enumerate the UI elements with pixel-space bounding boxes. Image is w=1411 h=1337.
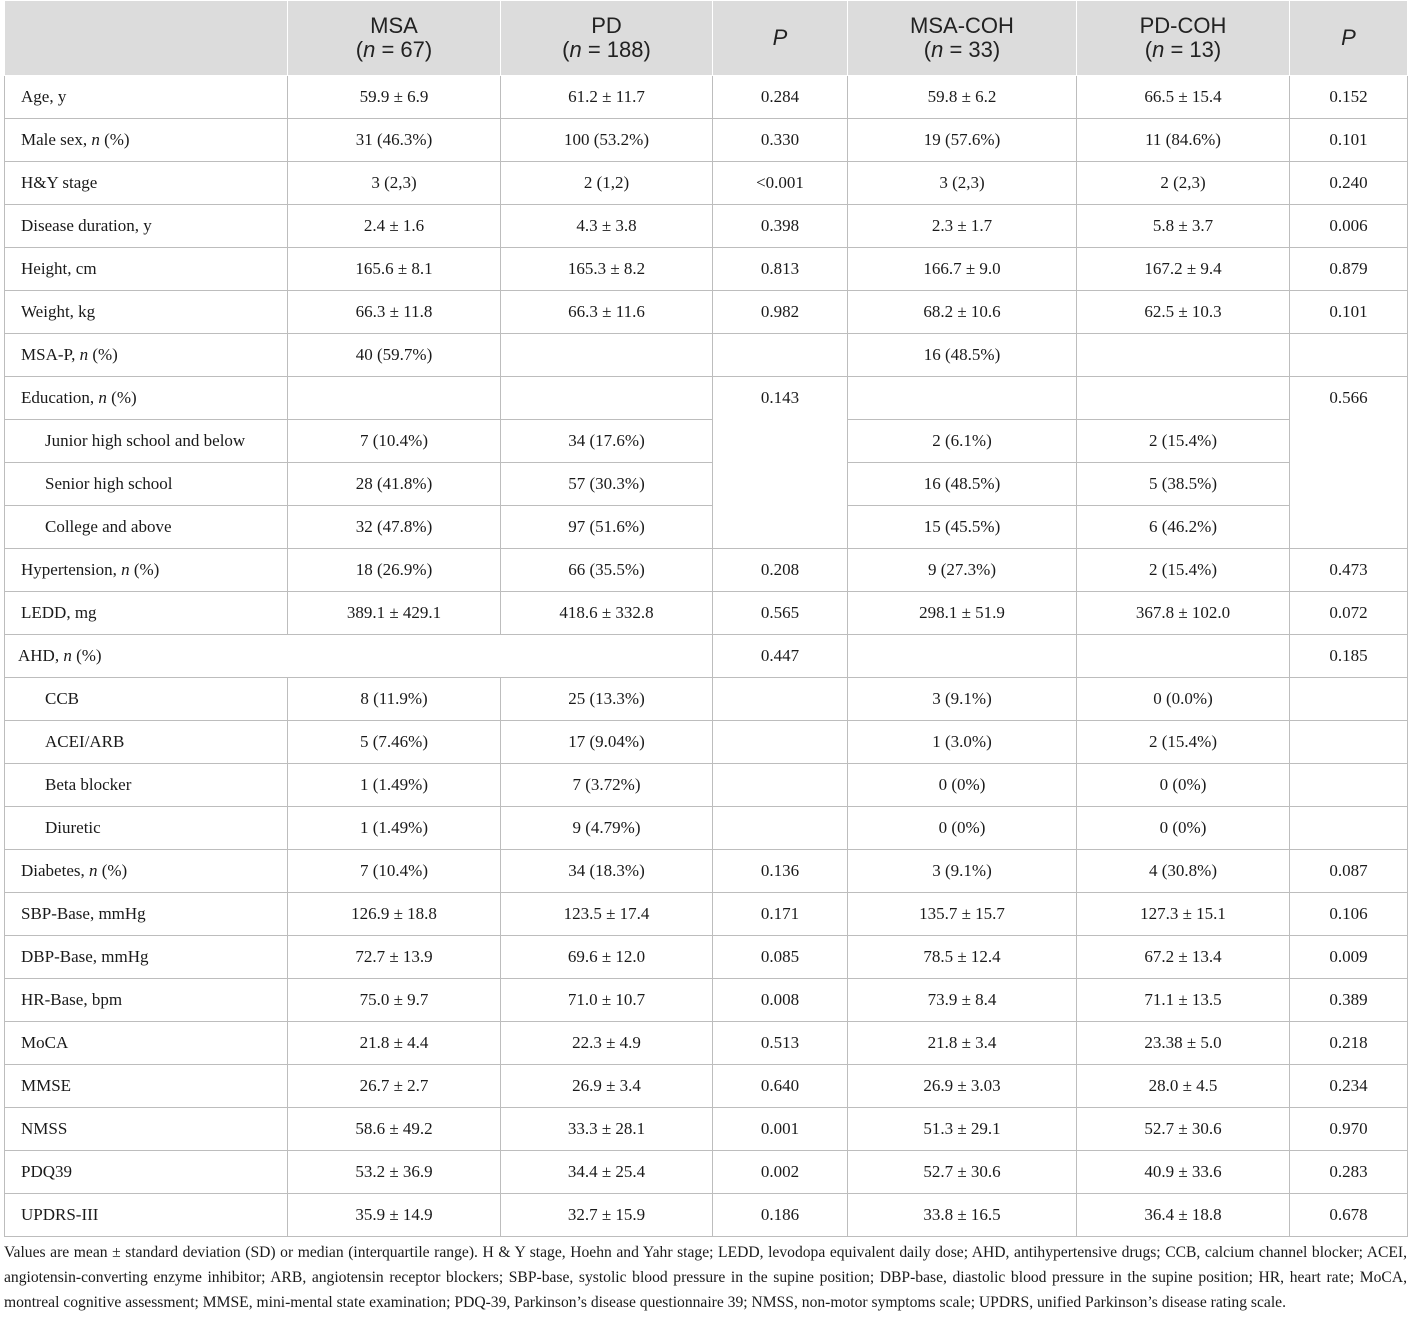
cell-p2: 0.006 — [1290, 205, 1408, 248]
cell-pdcoh: 40.9 ± 33.6 — [1077, 1151, 1290, 1194]
table-row — [5, 291, 1408, 334]
table-row — [5, 205, 1408, 248]
cell-pd: 61.2 ± 11.7 — [501, 76, 713, 119]
cell-msa: 35.9 ± 14.9 — [288, 1194, 501, 1237]
cell-pd: 2 (1,2) — [501, 162, 713, 205]
row-label: CCB — [5, 678, 288, 721]
cell-p2: 0.240 — [1290, 162, 1408, 205]
table-row — [5, 1151, 1408, 1194]
cell-p1: 0.284 — [713, 76, 848, 119]
cell-msa: 40 (59.7%) — [288, 334, 501, 377]
cell-pdcoh: 5 (38.5%) — [1077, 463, 1290, 506]
cell-pdcoh: 5.8 ± 3.7 — [1077, 205, 1290, 248]
cell-p1: 0.565 — [713, 592, 848, 635]
cell-p1: 0.001 — [713, 1108, 848, 1151]
cell-msa: 21.8 ± 4.4 — [288, 1022, 501, 1065]
cell-msa: 8 (11.9%) — [288, 678, 501, 721]
cell-p2: 0.234 — [1290, 1065, 1408, 1108]
cell-pd: 57 (30.3%) — [501, 463, 713, 506]
row-label: MSA-P, n (%) — [5, 334, 288, 377]
cell-msacoh: 73.9 ± 8.4 — [848, 979, 1077, 1022]
cell-msacoh — [848, 635, 1077, 678]
header-msacoh-count: (n = 33) — [923, 37, 1001, 62]
cell-pdcoh: 52.7 ± 30.6 — [1077, 1108, 1290, 1151]
cell-msacoh: 21.8 ± 3.4 — [848, 1022, 1077, 1065]
cell-p1: 0.085 — [713, 936, 848, 979]
cell-p1: 0.136 — [713, 850, 848, 893]
cell-p1: 0.143 — [713, 377, 848, 549]
cell-msa: 1 (1.49%) — [288, 764, 501, 807]
cell-msacoh: 0 (0%) — [848, 764, 1077, 807]
cell-p2: 0.185 — [1290, 635, 1408, 678]
cell-msa: 5 (7.46%) — [288, 721, 501, 764]
cell-msa: 2.4 ± 1.6 — [288, 205, 501, 248]
cell-pd: 418.6 ± 332.8 — [501, 592, 713, 635]
row-label: ACEI/ARB — [5, 721, 288, 764]
table-row — [5, 76, 1408, 119]
demographics-table — [4, 0, 1408, 1237]
cell-p2: 0.473 — [1290, 549, 1408, 592]
cell-p2: 0.283 — [1290, 1151, 1408, 1194]
cell-msa: 58.6 ± 49.2 — [288, 1108, 501, 1151]
cell-pdcoh: 23.38 ± 5.0 — [1077, 1022, 1290, 1065]
cell-msa: 165.6 ± 8.1 — [288, 248, 501, 291]
cell-p1: 0.186 — [713, 1194, 848, 1237]
cell-pd: 32.7 ± 15.9 — [501, 1194, 713, 1237]
row-label: Junior high school and below — [5, 420, 288, 463]
row-label: DBP-Base, mmHg — [5, 936, 288, 979]
cell-pd: 34 (17.6%) — [501, 420, 713, 463]
cell-pdcoh: 0 (0.0%) — [1077, 678, 1290, 721]
table-row — [5, 1065, 1408, 1108]
row-label: LEDD, mg — [5, 592, 288, 635]
header-p2: P — [1290, 1, 1408, 76]
table-row — [5, 1194, 1408, 1237]
cell-msa: 59.9 ± 6.9 — [288, 76, 501, 119]
cell-p2: 0.389 — [1290, 979, 1408, 1022]
table-row — [5, 420, 1408, 463]
cell-pd: 4.3 ± 3.8 — [501, 205, 713, 248]
row-label: UPDRS-III — [5, 1194, 288, 1237]
table-row — [5, 162, 1408, 205]
header-pdcoh-count: (n = 13) — [1144, 37, 1222, 62]
cell-msacoh — [848, 377, 1077, 420]
row-label: AHD, n (%) — [5, 635, 713, 678]
header-pd-label: PD — [591, 13, 622, 38]
cell-pd: 7 (3.72%) — [501, 764, 713, 807]
row-label: HR-Base, bpm — [5, 979, 288, 1022]
cell-msacoh: 78.5 ± 12.4 — [848, 936, 1077, 979]
cell-p2 — [1290, 721, 1408, 764]
table-row — [5, 334, 1408, 377]
header-p1: P — [713, 1, 848, 76]
cell-p2: 0.072 — [1290, 592, 1408, 635]
cell-pd: 17 (9.04%) — [501, 721, 713, 764]
cell-msacoh: 26.9 ± 3.03 — [848, 1065, 1077, 1108]
cell-pd — [501, 377, 713, 420]
row-label: PDQ39 — [5, 1151, 288, 1194]
cell-pdcoh: 71.1 ± 13.5 — [1077, 979, 1290, 1022]
cell-p1: 0.398 — [713, 205, 848, 248]
cell-msa: 126.9 ± 18.8 — [288, 893, 501, 936]
cell-msa: 28 (41.8%) — [288, 463, 501, 506]
cell-p2: 0.087 — [1290, 850, 1408, 893]
cell-pd: 34 (18.3%) — [501, 850, 713, 893]
row-label: Senior high school — [5, 463, 288, 506]
table-row — [5, 1022, 1408, 1065]
cell-pd: 123.5 ± 17.4 — [501, 893, 713, 936]
cell-p2: 0.152 — [1290, 76, 1408, 119]
cell-msa: 31 (46.3%) — [288, 119, 501, 162]
cell-msa: 1 (1.49%) — [288, 807, 501, 850]
cell-pd: 34.4 ± 25.4 — [501, 1151, 713, 1194]
row-label: Beta blocker — [5, 764, 288, 807]
cell-pdcoh: 2 (2,3) — [1077, 162, 1290, 205]
header-pdcoh — [1077, 1, 1290, 76]
cell-pd: 165.3 ± 8.2 — [501, 248, 713, 291]
header-pd — [501, 1, 713, 76]
cell-msacoh: 3 (9.1%) — [848, 850, 1077, 893]
table-row — [5, 635, 1408, 678]
cell-p1: 0.982 — [713, 291, 848, 334]
row-label: Male sex, n (%) — [5, 119, 288, 162]
cell-pdcoh: 127.3 ± 15.1 — [1077, 893, 1290, 936]
cell-p1: 0.171 — [713, 893, 848, 936]
row-label: Hypertension, n (%) — [5, 549, 288, 592]
cell-pd: 26.9 ± 3.4 — [501, 1065, 713, 1108]
table-row — [5, 1108, 1408, 1151]
cell-msacoh: 52.7 ± 30.6 — [848, 1151, 1077, 1194]
cell-p2 — [1290, 764, 1408, 807]
cell-msa: 18 (26.9%) — [288, 549, 501, 592]
cell-msa: 53.2 ± 36.9 — [288, 1151, 501, 1194]
cell-pdcoh — [1077, 635, 1290, 678]
cell-msacoh: 135.7 ± 15.7 — [848, 893, 1077, 936]
cell-msacoh: 1 (3.0%) — [848, 721, 1077, 764]
cell-msa: 26.7 ± 2.7 — [288, 1065, 501, 1108]
cell-p1: 0.008 — [713, 979, 848, 1022]
row-label: Disease duration, y — [5, 205, 288, 248]
row-label: Age, y — [5, 76, 288, 119]
cell-msacoh: 15 (45.5%) — [848, 506, 1077, 549]
cell-pdcoh: 0 (0%) — [1077, 764, 1290, 807]
row-label: Diuretic — [5, 807, 288, 850]
row-label: MoCA — [5, 1022, 288, 1065]
cell-msacoh: 33.8 ± 16.5 — [848, 1194, 1077, 1237]
cell-msacoh: 51.3 ± 29.1 — [848, 1108, 1077, 1151]
cell-msa: 389.1 ± 429.1 — [288, 592, 501, 635]
cell-p1: 0.447 — [713, 635, 848, 678]
cell-pd: 25 (13.3%) — [501, 678, 713, 721]
cell-msa: 75.0 ± 9.7 — [288, 979, 501, 1022]
cell-msacoh: 166.7 ± 9.0 — [848, 248, 1077, 291]
row-label: Height, cm — [5, 248, 288, 291]
cell-msa: 66.3 ± 11.8 — [288, 291, 501, 334]
cell-p2 — [1290, 807, 1408, 850]
cell-p2: 0.678 — [1290, 1194, 1408, 1237]
cell-p2: 0.566 — [1290, 377, 1408, 549]
cell-pdcoh: 66.5 ± 15.4 — [1077, 76, 1290, 119]
row-label: Education, n (%) — [5, 377, 288, 420]
table-row — [5, 936, 1408, 979]
table-row — [5, 807, 1408, 850]
cell-pdcoh: 0 (0%) — [1077, 807, 1290, 850]
cell-p2: 0.879 — [1290, 248, 1408, 291]
cell-pdcoh — [1077, 334, 1290, 377]
cell-pd: 71.0 ± 10.7 — [501, 979, 713, 1022]
cell-p1 — [713, 807, 848, 850]
header-msa-count: (n = 67) — [355, 37, 433, 62]
cell-p2: 0.101 — [1290, 291, 1408, 334]
cell-pd — [501, 334, 713, 377]
row-label: College and above — [5, 506, 288, 549]
cell-p2: 0.218 — [1290, 1022, 1408, 1065]
cell-pdcoh: 6 (46.2%) — [1077, 506, 1290, 549]
cell-p1: <0.001 — [713, 162, 848, 205]
cell-p2: 0.106 — [1290, 893, 1408, 936]
cell-p1 — [713, 764, 848, 807]
cell-p2 — [1290, 334, 1408, 377]
cell-p1: 0.813 — [713, 248, 848, 291]
cell-pd: 22.3 ± 4.9 — [501, 1022, 713, 1065]
cell-msacoh: 3 (2,3) — [848, 162, 1077, 205]
cell-pd: 100 (53.2%) — [501, 119, 713, 162]
cell-msacoh: 3 (9.1%) — [848, 678, 1077, 721]
cell-msa: 72.7 ± 13.9 — [288, 936, 501, 979]
header-pdcoh-label: PD-COH — [1139, 13, 1227, 38]
cell-p1: 0.513 — [713, 1022, 848, 1065]
cell-p1 — [713, 721, 848, 764]
cell-pdcoh — [1077, 377, 1290, 420]
header-msa-label: MSA — [370, 13, 418, 38]
table-row — [5, 678, 1408, 721]
cell-p1: 0.640 — [713, 1065, 848, 1108]
cell-pdcoh: 11 (84.6%) — [1077, 119, 1290, 162]
cell-p2: 0.101 — [1290, 119, 1408, 162]
cell-msacoh: 16 (48.5%) — [848, 334, 1077, 377]
table-footnote: Values are mean ± standard deviation (SD) or median (interquartile range). H & Y stage, Hoehn and Yahr stage; LEDD, levodopa equivalent daily dose; AHD, antihypertensive drugs; CCB, calcium channel blocker; ACEI, angiotensin-converting enzyme inhibitor; ARB, angiotensin receptor blockers; SBP-base, systolic blood pressure in the supine position; DBP-base, diastolic blood pressure in the supine position; HR, heart rate; MoCA, montreal cognitive assessment; MMSE, mini-mental state examination; PDQ-39, Parkinson’s disease questionnaire 39; NMSS, non-motor symptoms scale; UPDRS, unified Parkinson’s disease rating scale. — [4, 1244, 1407, 1311]
cell-pd: 66 (35.5%) — [501, 549, 713, 592]
table-container — [4, 0, 1407, 1237]
cell-msacoh: 298.1 ± 51.9 — [848, 592, 1077, 635]
row-label: MMSE — [5, 1065, 288, 1108]
cell-pd: 66.3 ± 11.6 — [501, 291, 713, 334]
cell-p2: 0.009 — [1290, 936, 1408, 979]
cell-msacoh: 16 (48.5%) — [848, 463, 1077, 506]
header-msa — [288, 1, 501, 76]
cell-msacoh: 2 (6.1%) — [848, 420, 1077, 463]
cell-p1: 0.002 — [713, 1151, 848, 1194]
cell-pdcoh: 167.2 ± 9.4 — [1077, 248, 1290, 291]
cell-p1: 0.208 — [713, 549, 848, 592]
cell-msacoh: 0 (0%) — [848, 807, 1077, 850]
cell-pdcoh: 4 (30.8%) — [1077, 850, 1290, 893]
table-row — [5, 549, 1408, 592]
cell-msa: 7 (10.4%) — [288, 850, 501, 893]
table-row — [5, 248, 1408, 291]
table-row — [5, 463, 1408, 506]
table-row — [5, 119, 1408, 162]
header-row — [5, 1, 1408, 76]
cell-msacoh: 68.2 ± 10.6 — [848, 291, 1077, 334]
table-row — [5, 506, 1408, 549]
table-row — [5, 850, 1408, 893]
cell-msacoh: 59.8 ± 6.2 — [848, 76, 1077, 119]
cell-pdcoh: 367.8 ± 102.0 — [1077, 592, 1290, 635]
cell-pd: 33.3 ± 28.1 — [501, 1108, 713, 1151]
cell-msa — [288, 377, 501, 420]
table-row — [5, 377, 1408, 420]
cell-p1: 0.330 — [713, 119, 848, 162]
header-msacoh — [848, 1, 1077, 76]
cell-pdcoh: 2 (15.4%) — [1077, 549, 1290, 592]
header-pd-count: (n = 188) — [562, 37, 651, 62]
table-row — [5, 893, 1408, 936]
cell-pd: 97 (51.6%) — [501, 506, 713, 549]
cell-pdcoh: 2 (15.4%) — [1077, 420, 1290, 463]
cell-msa: 3 (2,3) — [288, 162, 501, 205]
row-label: NMSS — [5, 1108, 288, 1151]
table-body — [5, 76, 1408, 1237]
cell-p2 — [1290, 678, 1408, 721]
header-blank — [5, 1, 288, 76]
cell-pdcoh: 2 (15.4%) — [1077, 721, 1290, 764]
cell-msacoh: 9 (27.3%) — [848, 549, 1077, 592]
header-msacoh-label: MSA-COH — [910, 13, 1014, 38]
table-row — [5, 979, 1408, 1022]
cell-msacoh: 19 (57.6%) — [848, 119, 1077, 162]
cell-pd: 9 (4.79%) — [501, 807, 713, 850]
cell-pdcoh: 28.0 ± 4.5 — [1077, 1065, 1290, 1108]
cell-msa: 32 (47.8%) — [288, 506, 501, 549]
cell-pd: 69.6 ± 12.0 — [501, 936, 713, 979]
cell-msa: 7 (10.4%) — [288, 420, 501, 463]
row-label: Weight, kg — [5, 291, 288, 334]
table-row — [5, 764, 1408, 807]
cell-msacoh: 2.3 ± 1.7 — [848, 205, 1077, 248]
row-label: Diabetes, n (%) — [5, 850, 288, 893]
table-row — [5, 721, 1408, 764]
cell-p2: 0.970 — [1290, 1108, 1408, 1151]
row-label: SBP-Base, mmHg — [5, 893, 288, 936]
cell-p1 — [713, 334, 848, 377]
cell-pdcoh: 62.5 ± 10.3 — [1077, 291, 1290, 334]
cell-p1 — [713, 678, 848, 721]
cell-pdcoh: 67.2 ± 13.4 — [1077, 936, 1290, 979]
table-row — [5, 592, 1408, 635]
cell-pdcoh: 36.4 ± 18.8 — [1077, 1194, 1290, 1237]
row-label: H&Y stage — [5, 162, 288, 205]
